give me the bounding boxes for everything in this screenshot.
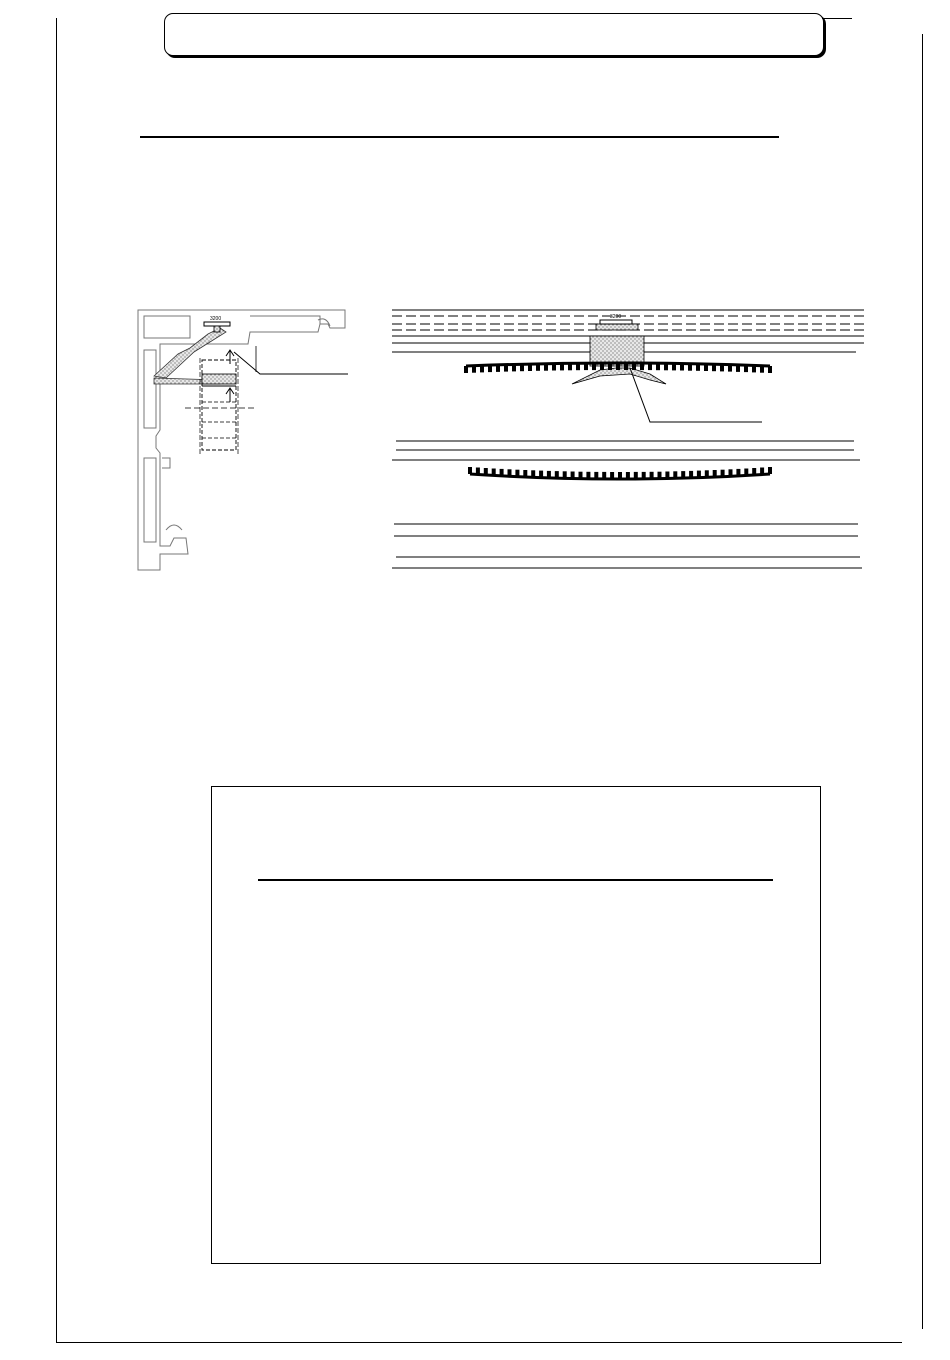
comb-tooth bbox=[488, 365, 492, 372]
comb-tooth bbox=[680, 364, 684, 371]
comb-tooth bbox=[760, 468, 764, 475]
comb-tooth bbox=[688, 364, 692, 371]
comb-tooth bbox=[658, 472, 662, 479]
section-rule bbox=[140, 136, 779, 138]
comb-tooth bbox=[531, 470, 535, 477]
comb-tooth bbox=[642, 472, 646, 479]
header-tick bbox=[822, 18, 852, 19]
lower-layers bbox=[392, 441, 862, 568]
comb-strip-bottom bbox=[468, 467, 772, 479]
comb-tooth bbox=[468, 467, 472, 474]
comb-tooth bbox=[568, 363, 572, 370]
comb-tooth bbox=[624, 363, 628, 370]
comb-tooth bbox=[555, 471, 559, 478]
comb-tooth bbox=[464, 366, 468, 373]
comb-tooth bbox=[472, 366, 476, 373]
comb-tooth bbox=[571, 472, 575, 479]
comb-tooth bbox=[744, 469, 748, 476]
comb-tooth bbox=[515, 470, 519, 477]
comb-tooth bbox=[547, 471, 551, 478]
comb-tooth bbox=[576, 363, 580, 370]
comb-tooth bbox=[523, 470, 527, 477]
comb-tooth bbox=[608, 363, 612, 370]
comb-tooth bbox=[712, 364, 716, 371]
comb-tooth bbox=[768, 467, 772, 474]
comb-tooth bbox=[752, 365, 756, 372]
comb-tooth bbox=[584, 363, 588, 370]
comb-tooth bbox=[610, 472, 614, 479]
comb-tooth bbox=[681, 471, 685, 478]
comb-tooth bbox=[721, 470, 725, 477]
comb-tooth bbox=[508, 469, 512, 476]
comb-tooth bbox=[634, 472, 638, 479]
frame-profile-detail bbox=[138, 310, 345, 570]
comb-tooth bbox=[768, 366, 772, 373]
comb-tooth bbox=[586, 472, 590, 479]
comb-tooth bbox=[704, 364, 708, 371]
page-right-edge bbox=[922, 34, 923, 1329]
cross-section-drawing bbox=[130, 298, 870, 578]
comb-tooth bbox=[594, 472, 598, 479]
comb-tooth bbox=[736, 365, 740, 372]
comb-tooth bbox=[697, 471, 701, 478]
glazing-seal-detail bbox=[154, 316, 348, 456]
comb-tooth bbox=[752, 468, 756, 475]
comb-tooth bbox=[736, 469, 740, 476]
comb-tooth bbox=[520, 364, 524, 371]
comb-tooth bbox=[689, 471, 693, 478]
comb-tooth bbox=[563, 471, 567, 478]
header-box bbox=[164, 13, 824, 56]
comb-tooth bbox=[484, 468, 488, 475]
comb-tooth bbox=[560, 363, 564, 370]
comb-tooth bbox=[602, 472, 606, 479]
comb-tooth bbox=[600, 363, 604, 370]
comb-tooth bbox=[665, 472, 669, 479]
comb-tooth bbox=[536, 364, 540, 371]
comb-tooth bbox=[496, 365, 500, 372]
comb-tooth bbox=[626, 472, 630, 479]
comb-tooth bbox=[640, 363, 644, 370]
comb-tooth bbox=[713, 470, 717, 477]
comb-tooth bbox=[632, 363, 636, 370]
comb-tooth bbox=[673, 471, 677, 478]
left-block-tag: 3200 bbox=[210, 316, 222, 322]
comb-tooth bbox=[500, 469, 504, 476]
comb-tooth bbox=[579, 472, 583, 479]
comb-tooth bbox=[648, 363, 652, 370]
comb-tooth bbox=[672, 363, 676, 370]
comb-tooth bbox=[616, 363, 620, 370]
comb-tooth bbox=[729, 469, 733, 476]
comb-tooth bbox=[705, 470, 709, 477]
comb-tooth bbox=[504, 365, 508, 372]
comb-tooth bbox=[528, 364, 532, 371]
comb-tooth bbox=[696, 364, 700, 371]
comb-tooth bbox=[592, 363, 596, 370]
comb-tooth bbox=[744, 365, 748, 372]
comb-tooth bbox=[480, 365, 484, 372]
notes-box bbox=[211, 786, 821, 1264]
right-block-tag: 3200 bbox=[610, 314, 622, 320]
comb-tooth bbox=[544, 364, 548, 371]
comb-tooth bbox=[539, 471, 543, 478]
comb-tooth bbox=[618, 472, 622, 479]
notes-rule bbox=[258, 879, 773, 881]
comb-tooth bbox=[720, 364, 724, 371]
comb-tooth bbox=[552, 364, 556, 371]
comb-tooth bbox=[650, 472, 654, 479]
comb-tooth bbox=[760, 366, 764, 373]
comb-tooth bbox=[728, 365, 732, 372]
comb-tooth bbox=[492, 469, 496, 476]
comb-tooth bbox=[656, 363, 660, 370]
comb-tooth bbox=[512, 364, 516, 371]
comb-tooth bbox=[664, 363, 668, 370]
comb-tooth bbox=[476, 468, 480, 475]
